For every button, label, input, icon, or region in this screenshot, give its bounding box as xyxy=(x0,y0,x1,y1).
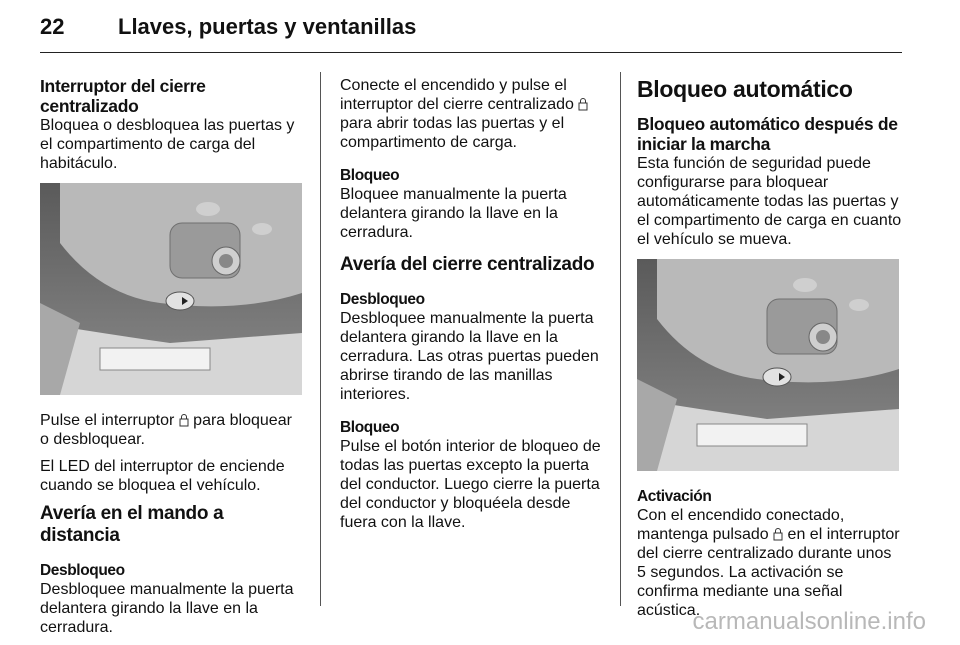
paragraph: Desbloquee manualmente la puerta delantera girando la llave en la cerradura. Las otras puertas pueden abrirse tirando de las manillas interiores. xyxy=(340,310,599,403)
watermark[interactable]: carmanualsonline.info xyxy=(692,608,926,635)
lock-icon xyxy=(179,413,189,427)
column-divider xyxy=(320,72,321,606)
lock-icon xyxy=(773,527,783,541)
page-number: 22 xyxy=(40,14,65,39)
paragraph: El LED del interruptor de enciende cuando se bloquea el vehículo. xyxy=(40,458,285,494)
subsection-heading: Bloqueo xyxy=(340,167,400,184)
paragraph: Desbloquee manualmente la puerta delantera girando la llave en la cerradura. xyxy=(40,581,294,636)
column-1 xyxy=(40,76,304,645)
paragraph: Pulse el interruptor para bloquear o desbloquear. xyxy=(40,412,292,448)
column-divider xyxy=(620,72,621,606)
subsection-heading: Bloqueo xyxy=(340,419,400,436)
column-3 xyxy=(637,76,903,628)
subsection-heading: Bloqueo automático después de iniciar la marcha xyxy=(637,114,898,154)
lock-icon xyxy=(578,97,588,111)
subsection-heading: Desbloqueo xyxy=(340,291,425,308)
section-heading: Avería en el mando a distancia xyxy=(40,503,224,546)
section-heading: Bloqueo automático xyxy=(637,76,853,102)
paragraph: Esta función de seguridad puede configurarse para bloquear automáticamente todas las puertas y el compartimento de carga en cuanto el vehículo se mueva. xyxy=(637,155,902,248)
chapter-title: Llaves, puertas y ventanillas xyxy=(118,14,417,39)
page-header xyxy=(40,14,902,53)
overhead-console-photo xyxy=(40,183,302,395)
section-heading: Avería del cierre centralizado xyxy=(340,254,595,275)
paragraph: Bloquee manualmente la puerta delantera girando la llave en la cerradura. xyxy=(340,186,567,241)
paragraph: Conecte el encendido y pulse el interruptor del cierre centralizado para abrir todas las puertas y el compartimento de carga. xyxy=(340,76,604,152)
section-heading: Interruptor del cierre centralizado xyxy=(40,76,206,116)
subsection-heading: Desbloqueo xyxy=(40,562,125,579)
paragraph: Bloquea o desbloquea las puertas y el compartimento de carga del habitáculo. xyxy=(40,117,295,172)
column-2 xyxy=(340,76,604,540)
subsection-heading: Activación xyxy=(637,488,712,505)
paragraph: Pulse el botón interior de bloqueo de todas las puertas excepto la puerta del conductor. Luego cierre la puerta del conductor y bloquéela desde fuera con la llave. xyxy=(340,438,601,531)
paragraph: Con el encendido conectado, mantenga pulsado en el interruptor del cierre centralizado durante unos 5 segundos. La activación se confirma mediante una señal acústica. xyxy=(637,507,900,619)
overhead-console-photo xyxy=(637,259,899,471)
